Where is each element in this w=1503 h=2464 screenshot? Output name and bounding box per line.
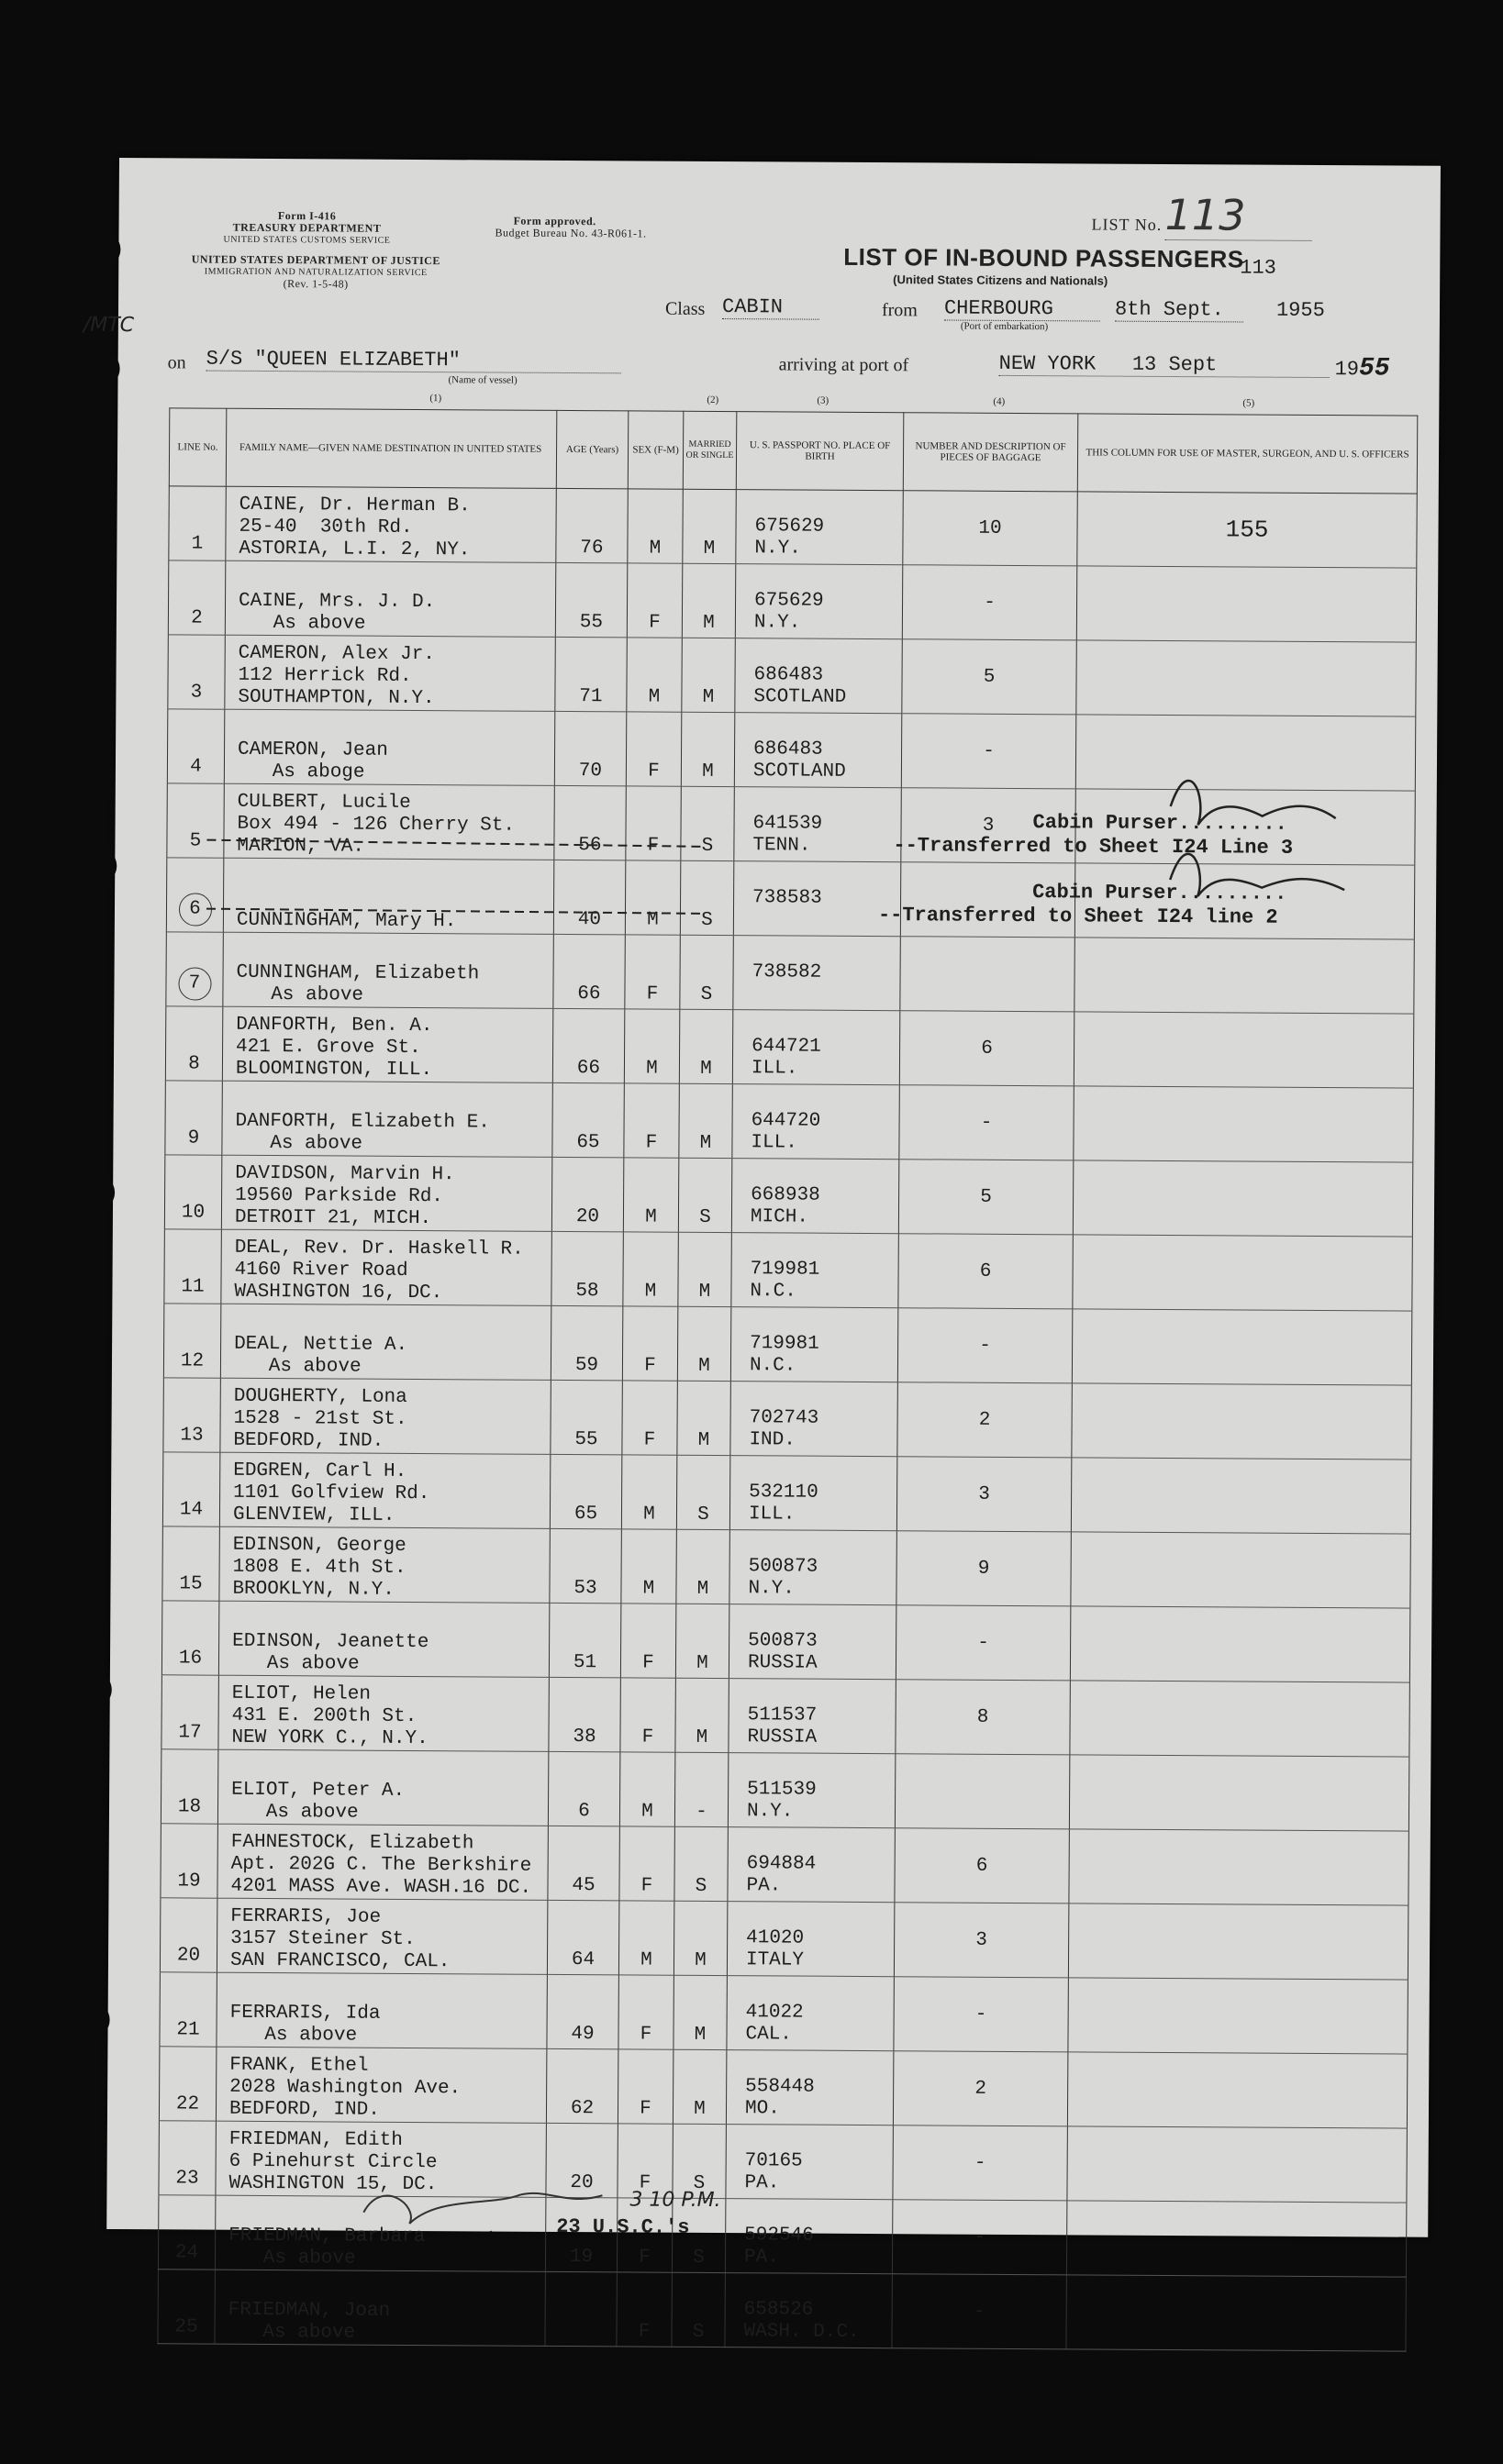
marital-status: M (681, 712, 734, 786)
passenger-name-address: FERRARIS, Joe 3157 Steiner St. SAN FRANCISCO, CAL. (217, 1898, 547, 1974)
age: 49 (547, 1974, 618, 2048)
punch-hole (75, 1671, 112, 1708)
passenger-name-address: EDGREN, Carl H. 1101 Golfview Rd. GLENVIEW, ILL. (219, 1452, 550, 1528)
place-of-birth: ILL. (751, 1058, 798, 1080)
marital-status: M (675, 1678, 729, 1752)
place-of-birth: N.Y. (753, 612, 801, 634)
officer-note (1066, 2275, 1406, 2351)
marital-status: M (682, 563, 735, 638)
sex: F (620, 1678, 675, 1752)
marital-status: S (673, 2124, 726, 2198)
form-approved: Form approved. (513, 214, 596, 228)
baggage: 3 (901, 788, 1075, 863)
col-number-3: (3) (817, 394, 829, 406)
line-number: 14 (162, 1452, 219, 1526)
marital-status: M (683, 489, 736, 563)
col-header-officers: THIS COLUMN FOR USE OF MASTER, SURGEON, AND U. S. OFFICERS (1077, 414, 1418, 494)
sex: M (623, 1158, 678, 1232)
passenger-name-address: FAHNESTOCK, Elizabeth Apt. 202G C. The Berkshire 4201 MASS Ave. WASH.16 DC. (217, 1824, 548, 1900)
sex: F (622, 1306, 677, 1381)
passport-number: 500873 (748, 1630, 818, 1652)
baggage: - (896, 1605, 1070, 1681)
passport-number: 675629 (753, 590, 824, 612)
line-number: 23 (159, 2121, 216, 2195)
line-number: 4 (167, 709, 224, 783)
form-subtitle: (United States Citizens and Nationals) (893, 272, 1108, 288)
marital-status: S (680, 860, 733, 935)
sex: F (618, 2124, 673, 2198)
place-of-birth: IND. (749, 1429, 796, 1451)
baggage: - (899, 1085, 1074, 1160)
sex: F (626, 712, 681, 786)
on-label: on (167, 352, 186, 373)
from-label: from (881, 300, 918, 321)
punch-hole (80, 848, 117, 884)
marital-status: M (673, 2049, 726, 2124)
place-of-birth: MICH. (750, 1206, 809, 1228)
sex: F (624, 1083, 679, 1158)
baggage: 8 (896, 1680, 1070, 1755)
place-of-birth: N.Y. (746, 1801, 794, 1823)
marital-status: M (682, 638, 735, 712)
place-of-birth: RUSSIA (747, 1726, 818, 1748)
age: 56 (554, 785, 626, 860)
passport-number: 719981 (750, 1259, 820, 1281)
purser-signature-1 (1171, 781, 1336, 826)
passenger-name-address: CUNNINGHAM, Mary H. (223, 858, 553, 934)
place-of-birth: ILL. (751, 1132, 797, 1154)
place-of-birth: PA. (746, 1875, 782, 1897)
passport-number: 694884 (746, 1853, 817, 1875)
col-number-2: (2) (707, 394, 719, 405)
sex: M (618, 1901, 674, 1975)
purser-signature-2 (1170, 854, 1344, 897)
sex: M (627, 638, 682, 712)
marital-status: S (681, 786, 734, 860)
age: 55 (551, 1380, 622, 1454)
class-value: CABIN (722, 295, 819, 320)
arrival-time: 3 10 P.M. (629, 2188, 721, 2213)
marital-status: M (679, 1083, 732, 1158)
place-of-birth: WASH. D.C. (743, 2321, 860, 2343)
marital-status: S (674, 1826, 728, 1901)
place-of-birth: PA. (743, 2247, 779, 2269)
age: 76 (556, 488, 628, 562)
passport-number: 511537 (747, 1704, 818, 1726)
officer-note: 155 (1077, 492, 1417, 568)
ins-service: IMMIGRATION AND NATURALIZATION SERVICE (204, 266, 428, 279)
marital-status: M (674, 1975, 727, 2049)
baggage: 6 (898, 1234, 1073, 1309)
embarkation-port: CHERBOURG (944, 296, 1100, 321)
marital-status: M (676, 1529, 729, 1604)
baggage: 3 (896, 1457, 1071, 1532)
marital-status: S (676, 1455, 729, 1529)
passenger-name-address: CAINE, Mrs. J. D. As above (225, 561, 555, 637)
marital-status: M (679, 1009, 732, 1083)
passenger-name-address: FRIEDMAN, Joan As above (215, 2270, 545, 2346)
line-number: 5 (167, 783, 224, 858)
line-number: 12 (163, 1304, 220, 1378)
age: 6 (548, 1751, 619, 1826)
col-number-1: (1) (429, 393, 442, 405)
marital-status: S (672, 2272, 725, 2347)
form-revision: (Rev. 1-5-48) (283, 277, 349, 291)
place-of-birth: MO. (744, 2098, 780, 2120)
line-number: 25 (158, 2270, 215, 2344)
baggage: - (897, 1308, 1072, 1383)
marital-status: S (672, 2198, 725, 2272)
annotation-overlay (106, 158, 1441, 2237)
marital-status: M (674, 1901, 727, 1975)
table-row (158, 2270, 1406, 2351)
passport-number: 500873 (748, 1556, 818, 1578)
sex: F (618, 2049, 673, 2124)
passenger-name-address: FRIEDMAN, Barbara As above (215, 2195, 545, 2271)
sex: F (618, 1975, 674, 2049)
sex: M (621, 1455, 676, 1529)
transfer-note-row7: --Transferred to Sheet I24 line 2 (877, 904, 1278, 929)
age: 70 (554, 711, 626, 785)
punch-hole (72, 2002, 109, 2038)
age: 19 (545, 2197, 617, 2271)
arrival-year-prefix: 19 (1334, 358, 1360, 382)
age: 20 (546, 2123, 618, 2197)
line-number: 3 (168, 635, 225, 709)
age: 53 (550, 1528, 621, 1603)
passport-number: 668938 (751, 1184, 820, 1206)
sex: M (621, 1529, 676, 1604)
sex: F (622, 1381, 677, 1455)
marital-status: M (675, 1604, 729, 1678)
baggage: - (892, 2200, 1066, 2275)
form-title: LIST OF IN-BOUND PASSENGERS (843, 242, 1244, 273)
passenger-name-address: EDINSON, Jeanette As above (218, 1601, 549, 1677)
passport-number: 738582 (752, 961, 822, 983)
place-of-birth: N.C. (750, 1281, 796, 1303)
passport-number: 644721 (752, 1036, 821, 1058)
passport-number: 641539 (752, 813, 823, 835)
sex: F (620, 1604, 675, 1678)
age: 62 (546, 2048, 618, 2123)
baggage: 5 (898, 1160, 1073, 1235)
sex: M (624, 1009, 679, 1083)
line-number: 22 (159, 2047, 216, 2121)
col-header-married: MARRIED OR SINGLE (683, 411, 737, 489)
passport-number: 592546 (744, 2225, 814, 2247)
transfer-note-row6: --Transferred to Sheet I24 Line 3 (893, 834, 1294, 860)
passenger-name-address: DOUGHERTY, Lona 1528 - 21st St. BEDFORD, IND. (220, 1378, 551, 1454)
passport-number: 532110 (749, 1482, 818, 1504)
marital-status: M (677, 1306, 730, 1381)
line-number: 20 (160, 1898, 217, 1972)
list-number-typed: 113 (1240, 256, 1276, 280)
sex: F (619, 1826, 674, 1901)
passport-number: 558448 (745, 2076, 815, 2098)
line-number: 15 (162, 1526, 219, 1601)
place-of-birth: N.C. (749, 1355, 796, 1377)
customs-service: UNITED STATES CUSTOMS SERVICE (223, 234, 391, 246)
marital-status: S (678, 1158, 731, 1232)
sex: F (627, 563, 682, 638)
circled-line-number: 6 (178, 893, 211, 926)
place-of-birth: SCOTLAND (752, 760, 846, 782)
margin-note: /MTC (83, 313, 135, 338)
passport-number: 658526 (743, 2299, 814, 2321)
baggage: 9 (896, 1531, 1071, 1606)
embarkation-date: 8th Sept. (1115, 298, 1243, 323)
age: 65 (550, 1454, 621, 1528)
col-header-line: LINE No. (169, 408, 227, 486)
list-number-label: LIST No. (1091, 215, 1163, 234)
passport-number: 70165 (744, 2150, 803, 2172)
marital-status: S (680, 935, 733, 1009)
line-number: 18 (161, 1749, 217, 1824)
sex: M (619, 1752, 674, 1826)
form-number: Form I-416 (277, 209, 337, 223)
passport-number: 738583 (752, 887, 822, 909)
line-number: 11 (164, 1229, 221, 1304)
passport-number: 719981 (750, 1333, 819, 1355)
passport-number: 686483 (753, 664, 824, 686)
punch-hole (78, 1174, 115, 1211)
punch-hole (83, 350, 119, 387)
line-number: 24 (158, 2195, 215, 2270)
baggage: 5 (902, 639, 1076, 715)
passport-number: 686483 (753, 738, 823, 760)
place-of-birth: RUSSIA (747, 1652, 818, 1674)
age: 45 (548, 1826, 619, 1900)
line-number: 10 (164, 1155, 221, 1229)
passenger-name-address: FRIEDMAN, Edith 6 Pinehurst Circle WASHINGTON 15, DC. (216, 2121, 546, 2197)
passport-number: 511539 (747, 1779, 817, 1801)
age: 20 (551, 1157, 623, 1231)
passenger-name-address: DANFORTH, Elizabeth E. As above (222, 1081, 552, 1157)
age: 71 (555, 637, 627, 711)
passport-number: 41020 (746, 1927, 805, 1949)
class-label: Class (664, 298, 706, 319)
baggage: 2 (893, 2051, 1067, 2126)
budget-bureau: Budget Bureau No. 43-R061-1. (495, 226, 647, 240)
baggage: 2 (897, 1382, 1072, 1458)
col-header-sex: SEX (F-M) (628, 411, 684, 489)
baggage: - (902, 565, 1076, 640)
strike-row6 (206, 840, 702, 847)
arrival-year-suffix: 55 (1358, 354, 1390, 383)
passport-number: 644720 (751, 1110, 821, 1132)
place-of-birth: SCOTLAND (753, 686, 847, 708)
age: 55 (555, 562, 627, 637)
passenger-name-address: CAMERON, Jean As aboge (224, 709, 554, 785)
line-number: 2 (168, 561, 225, 635)
vessel-note: (Name of vessel) (448, 374, 518, 386)
passport-number: 675629 (754, 516, 825, 538)
baggage: 3 (894, 1903, 1068, 1978)
arriving-label: arriving at port of (778, 354, 909, 376)
line-number: 9 (165, 1081, 222, 1155)
passenger-name-address: CUNNINGHAM, Elizabeth As above (223, 932, 553, 1008)
passport-number: 41022 (745, 2002, 804, 2024)
total-uscs: 23 U.S.C.'s (556, 2214, 690, 2239)
baggage: - (893, 2125, 1067, 2201)
age: 65 (552, 1082, 624, 1157)
place-of-birth: N.Y. (754, 538, 801, 560)
baggage: 6 (899, 1011, 1074, 1086)
marital-status: M (677, 1381, 730, 1455)
sex: M (623, 1232, 678, 1306)
line-number: 21 (160, 1972, 217, 2047)
line-number: 1 (169, 486, 226, 561)
age: 58 (551, 1231, 623, 1305)
col-header-passport: U. S. PASSPORT NO. PLACE OF BIRTH (736, 412, 904, 491)
col-header-age: AGE (Years) (556, 410, 629, 488)
passenger-name-address: CULBERT, Lucile Box 494 - 126 Cherry St. MARION, VA. (224, 783, 554, 860)
passenger-name-address: FRANK, Ethel 2028 Washington Ave. BEDFORD, IND. (216, 2047, 546, 2123)
col-header-baggage: NUMBER AND DESCRIPTION OF PIECES OF BAGGAGE (903, 413, 1078, 492)
age: 59 (551, 1305, 622, 1380)
passenger-name-address: CAMERON, Alex Jr. 112 Herrick Rd. SOUTHAMPTON, N.Y. (225, 635, 555, 711)
passenger-name-address: DEAL, Rev. Dr. Haskell R. 4160 River Road WASHINGTON 16, DC. (221, 1229, 551, 1305)
place-of-birth: ITALY (745, 1949, 805, 1971)
sex: M (628, 489, 683, 563)
passenger-name-address: DANFORTH, Ben. A. 421 E. Grove St. BLOOMINGTON, ILL. (222, 1006, 552, 1082)
passenger-name-address: ELIOT, Peter A. As above (217, 1749, 548, 1826)
sex: M (625, 860, 680, 935)
cabin-purser-1: Cabin Purser......... (1032, 811, 1287, 836)
place-of-birth: CAL. (745, 2024, 793, 2046)
sex: F (626, 786, 681, 860)
baggage: - (901, 714, 1075, 789)
baggage: 10 (903, 491, 1077, 566)
passport-birthplace (725, 2273, 892, 2348)
age: 66 (553, 934, 625, 1008)
line-number: 16 (161, 1601, 218, 1675)
sex: F (617, 2272, 672, 2347)
punch-hole (84, 231, 120, 268)
arrival-port: NEW YORK (998, 351, 1097, 376)
embarkation-year: 1955 (1275, 298, 1325, 323)
manifest-sheet (83, 158, 1441, 2344)
col-number-4: (4) (993, 395, 1006, 407)
marital-status: M (678, 1232, 731, 1306)
line-number: 17 (161, 1675, 218, 1749)
sex: F (617, 2198, 672, 2272)
embarkation-note: (Port of embarkation) (960, 320, 1049, 333)
passenger-name-address: EDINSON, George 1808 E. 4th St. BROOKLYN, N.Y. (219, 1526, 550, 1603)
place-of-birth: ILL. (748, 1504, 796, 1526)
list-number-handwritten: 113 (1164, 190, 1311, 241)
treasury-dept: TREASURY DEPARTMENT (232, 220, 382, 235)
baggage: 6 (895, 1828, 1069, 1903)
cabin-purser-2: Cabin Purser......... (1032, 881, 1287, 905)
passenger-name-address: FERRARIS, Ida As above (217, 1972, 547, 2048)
marital-status: - (674, 1752, 728, 1826)
age: 38 (549, 1677, 620, 1751)
age: 66 (552, 1008, 624, 1082)
line-number: 19 (161, 1824, 217, 1898)
col-number-5: (5) (1242, 397, 1255, 409)
baggage: - (894, 1977, 1068, 2052)
strike-row7 (206, 909, 702, 914)
passenger-name-address: DAVIDSON, Marvin H. 19560 Parkside Rd. DETROIT 21, MICH. (221, 1155, 551, 1231)
vessel-name: S/S "QUEEN ELIZABETH" (206, 348, 621, 374)
passenger-name-address: DEAL, Nettie A. As above (220, 1304, 551, 1380)
age (545, 2271, 617, 2346)
line-number: 13 (163, 1378, 220, 1452)
passport-number: 702743 (749, 1407, 819, 1429)
age: 40 (553, 860, 625, 934)
passenger-name-address: ELIOT, Helen 431 E. 200th St. NEW YORK C., N.Y. (218, 1675, 549, 1751)
age: 51 (549, 1603, 620, 1677)
sex: F (625, 935, 680, 1009)
circled-line-number: 7 (178, 967, 211, 1000)
arrival-date: 13 Sept (1131, 352, 1218, 377)
place-of-birth: N.Y. (748, 1578, 795, 1600)
place-of-birth: TENN. (752, 835, 811, 857)
passenger-name-address: CAINE, Dr. Herman B. 25-40 30th Rd. ASTORIA, L.I. 2, NY. (226, 486, 556, 562)
baggage: - (892, 2274, 1066, 2349)
col-header-name: FAMILY NAME—GIVEN NAME DESTINATION IN UNITED STATES (226, 408, 557, 488)
age: 64 (547, 1900, 618, 1974)
place-of-birth: PA. (744, 2172, 780, 2194)
line-number: 8 (165, 1006, 222, 1081)
justice-dept: UNITED STATES DEPARTMENT OF JUSTICE (191, 252, 440, 268)
